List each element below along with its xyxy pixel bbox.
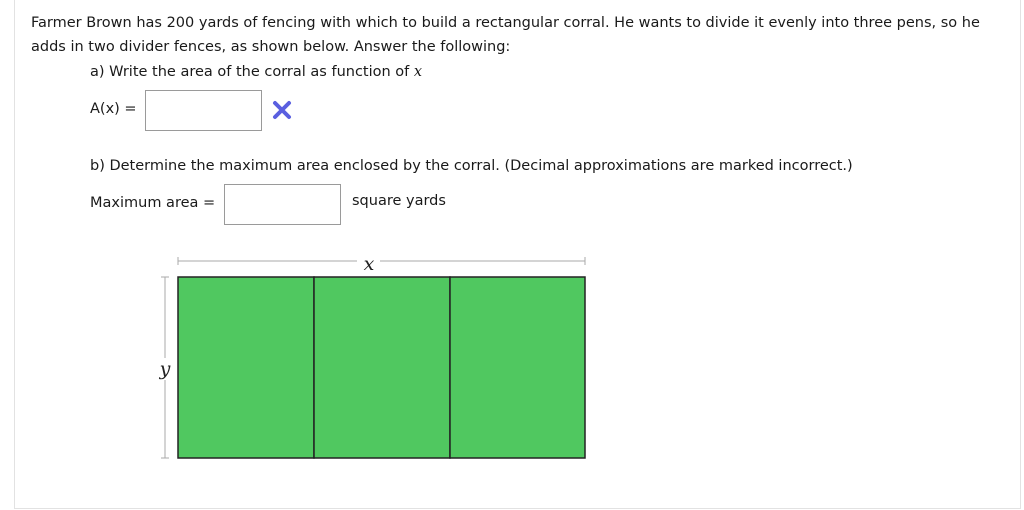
units-label: square yards [352,193,446,209]
part-a-prompt-text: a) Write the area of the corral as function of [90,64,410,80]
corral-pen [450,277,585,458]
y-dimension-label: y [159,358,171,380]
part-a-prompt-variable: x [413,64,423,80]
corral-pen [314,277,450,458]
corral-pen [178,277,314,458]
part-b-prompt: b) Determine the maximum area enclosed by the corral. (Decimal approximations are marked incorrect.) [90,158,853,174]
x-dimension-label: x [363,253,375,275]
maximum-area-label-text: Maximum area = [90,195,216,211]
area-function-label-text: A(x) = [90,101,137,117]
problem-statement: Farmer Brown has 200 yards of fencing with which to build a rectangular corral. He wants to divide it evenly into three pens, so he adds in two divider fences, as shown below. Answer the following: [31,15,980,55]
